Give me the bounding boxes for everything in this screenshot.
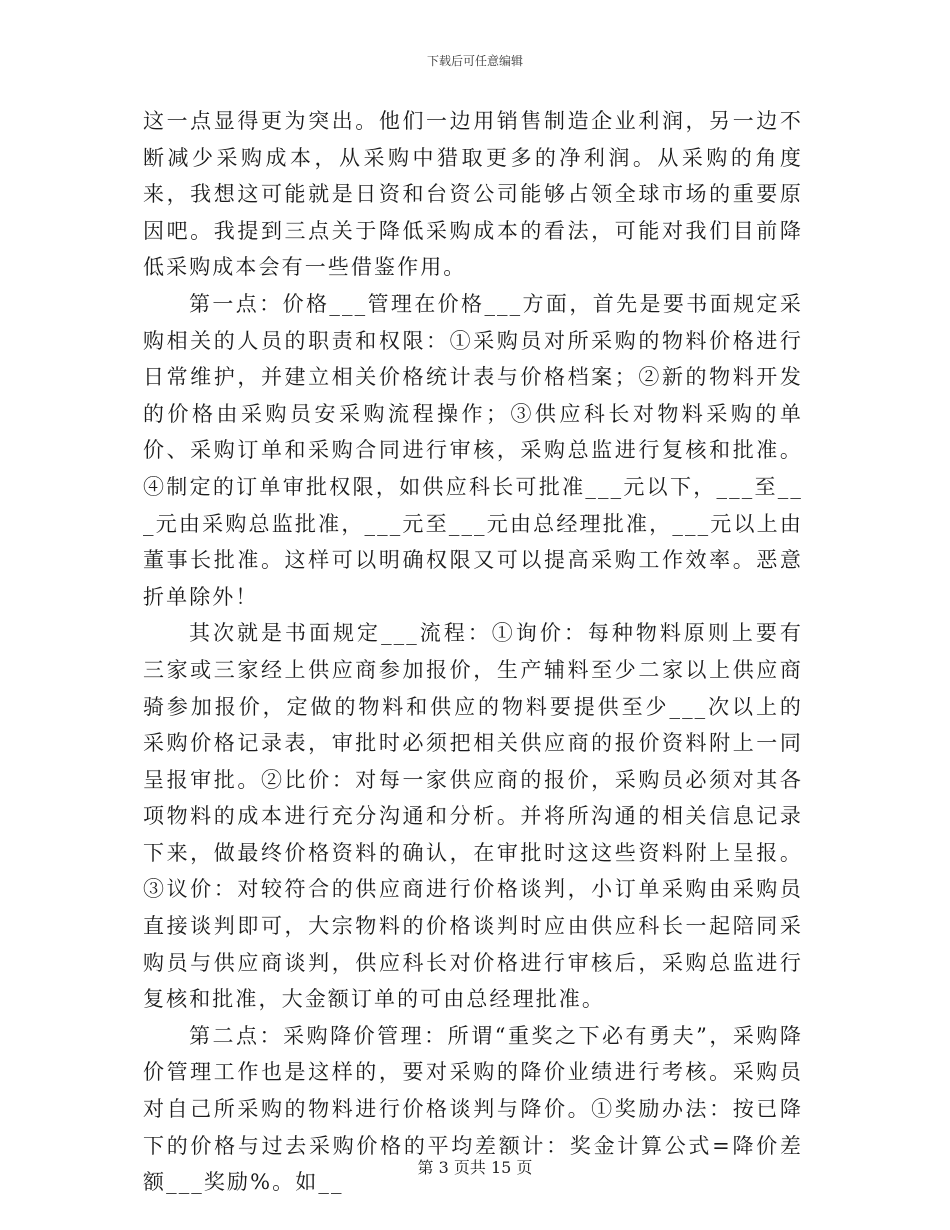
page-number: 第 3 页共 15 页: [417, 1158, 533, 1177]
paragraph-process: 其次就是书面规定___流程：①询价：每种物料原则上要有三家或三家经上供应商参加报价，生产辅料至少二家以上供应商骑参加报价，定做的物料和供应的物料要提供至少___次以上的采购价格记录表，审批时必须把相关供应商的报价资料附上一同呈报审批。②比价：对每一家供应商的报价，采购员必须对其各项物料的成本进行充分沟通和分析。并将所沟通的相关信息记录下来，做最终价格资料的确认，在审批时这这些资料附上呈报。③议价：对较符合的供应商进行价格谈判，小订单采购由采购员直接谈判即可，大宗物料的价格谈判时应由供应科长一起陪同采购员与供应商谈判，供应科长对价格进行审核后，采购总监进行复核和批准，大金额订单的可由总经理批准。: [143, 621, 803, 1012]
paragraph-point-two: 第二点：采购降价管理：所谓“重奖之下必有勇夫”，采购降价管理工作也是这样的，要对采购的降价业绩进行考核。采购员对自己所采购的物料进行价格谈判与降价。①奖励办法：按已降下的价格与过去采购价格的平均差额计：奖金计算公式=降价差额___奖励%。如__: [143, 1023, 803, 1195]
paragraph-intro: 这一点显得更为突出。他们一边用销售制造企业利润，另一边不断减少采购成本，从采购中猎取更多的净利润。从采购的角度来，我想这可能就是日资和台资公司能够占领全球市场的重要原因吧。我提到三点关于降低采购成本的看法，可能对我们目前降低采购成本会有一些借鉴作用。: [143, 109, 803, 280]
document-body: [143, 103, 803, 1201]
paragraph-point-one: 第一点：价格___管理在价格___方面，首先是要书面规定采购相关的人员的职责和权限：①采购员对所采购的物料价格进行日常维护，并建立相关价格统计表与价格档案；②新的物料开发的价格由采购员安采购流程操作；③供应科长对物料采购的单价、采购订单和采购合同进行审核，采购总监进行复核和批准。④制定的订单审批权限，如供应科长可批准___元以下，___至___元由采购总监批准，___元至___元由总经理批准，___元以上由董事长批准。这样可以明确权限又可以提高采购工作效率。恶意折单除外！: [143, 291, 803, 609]
page-header-note: 下载后可任意编辑: [426, 54, 523, 68]
